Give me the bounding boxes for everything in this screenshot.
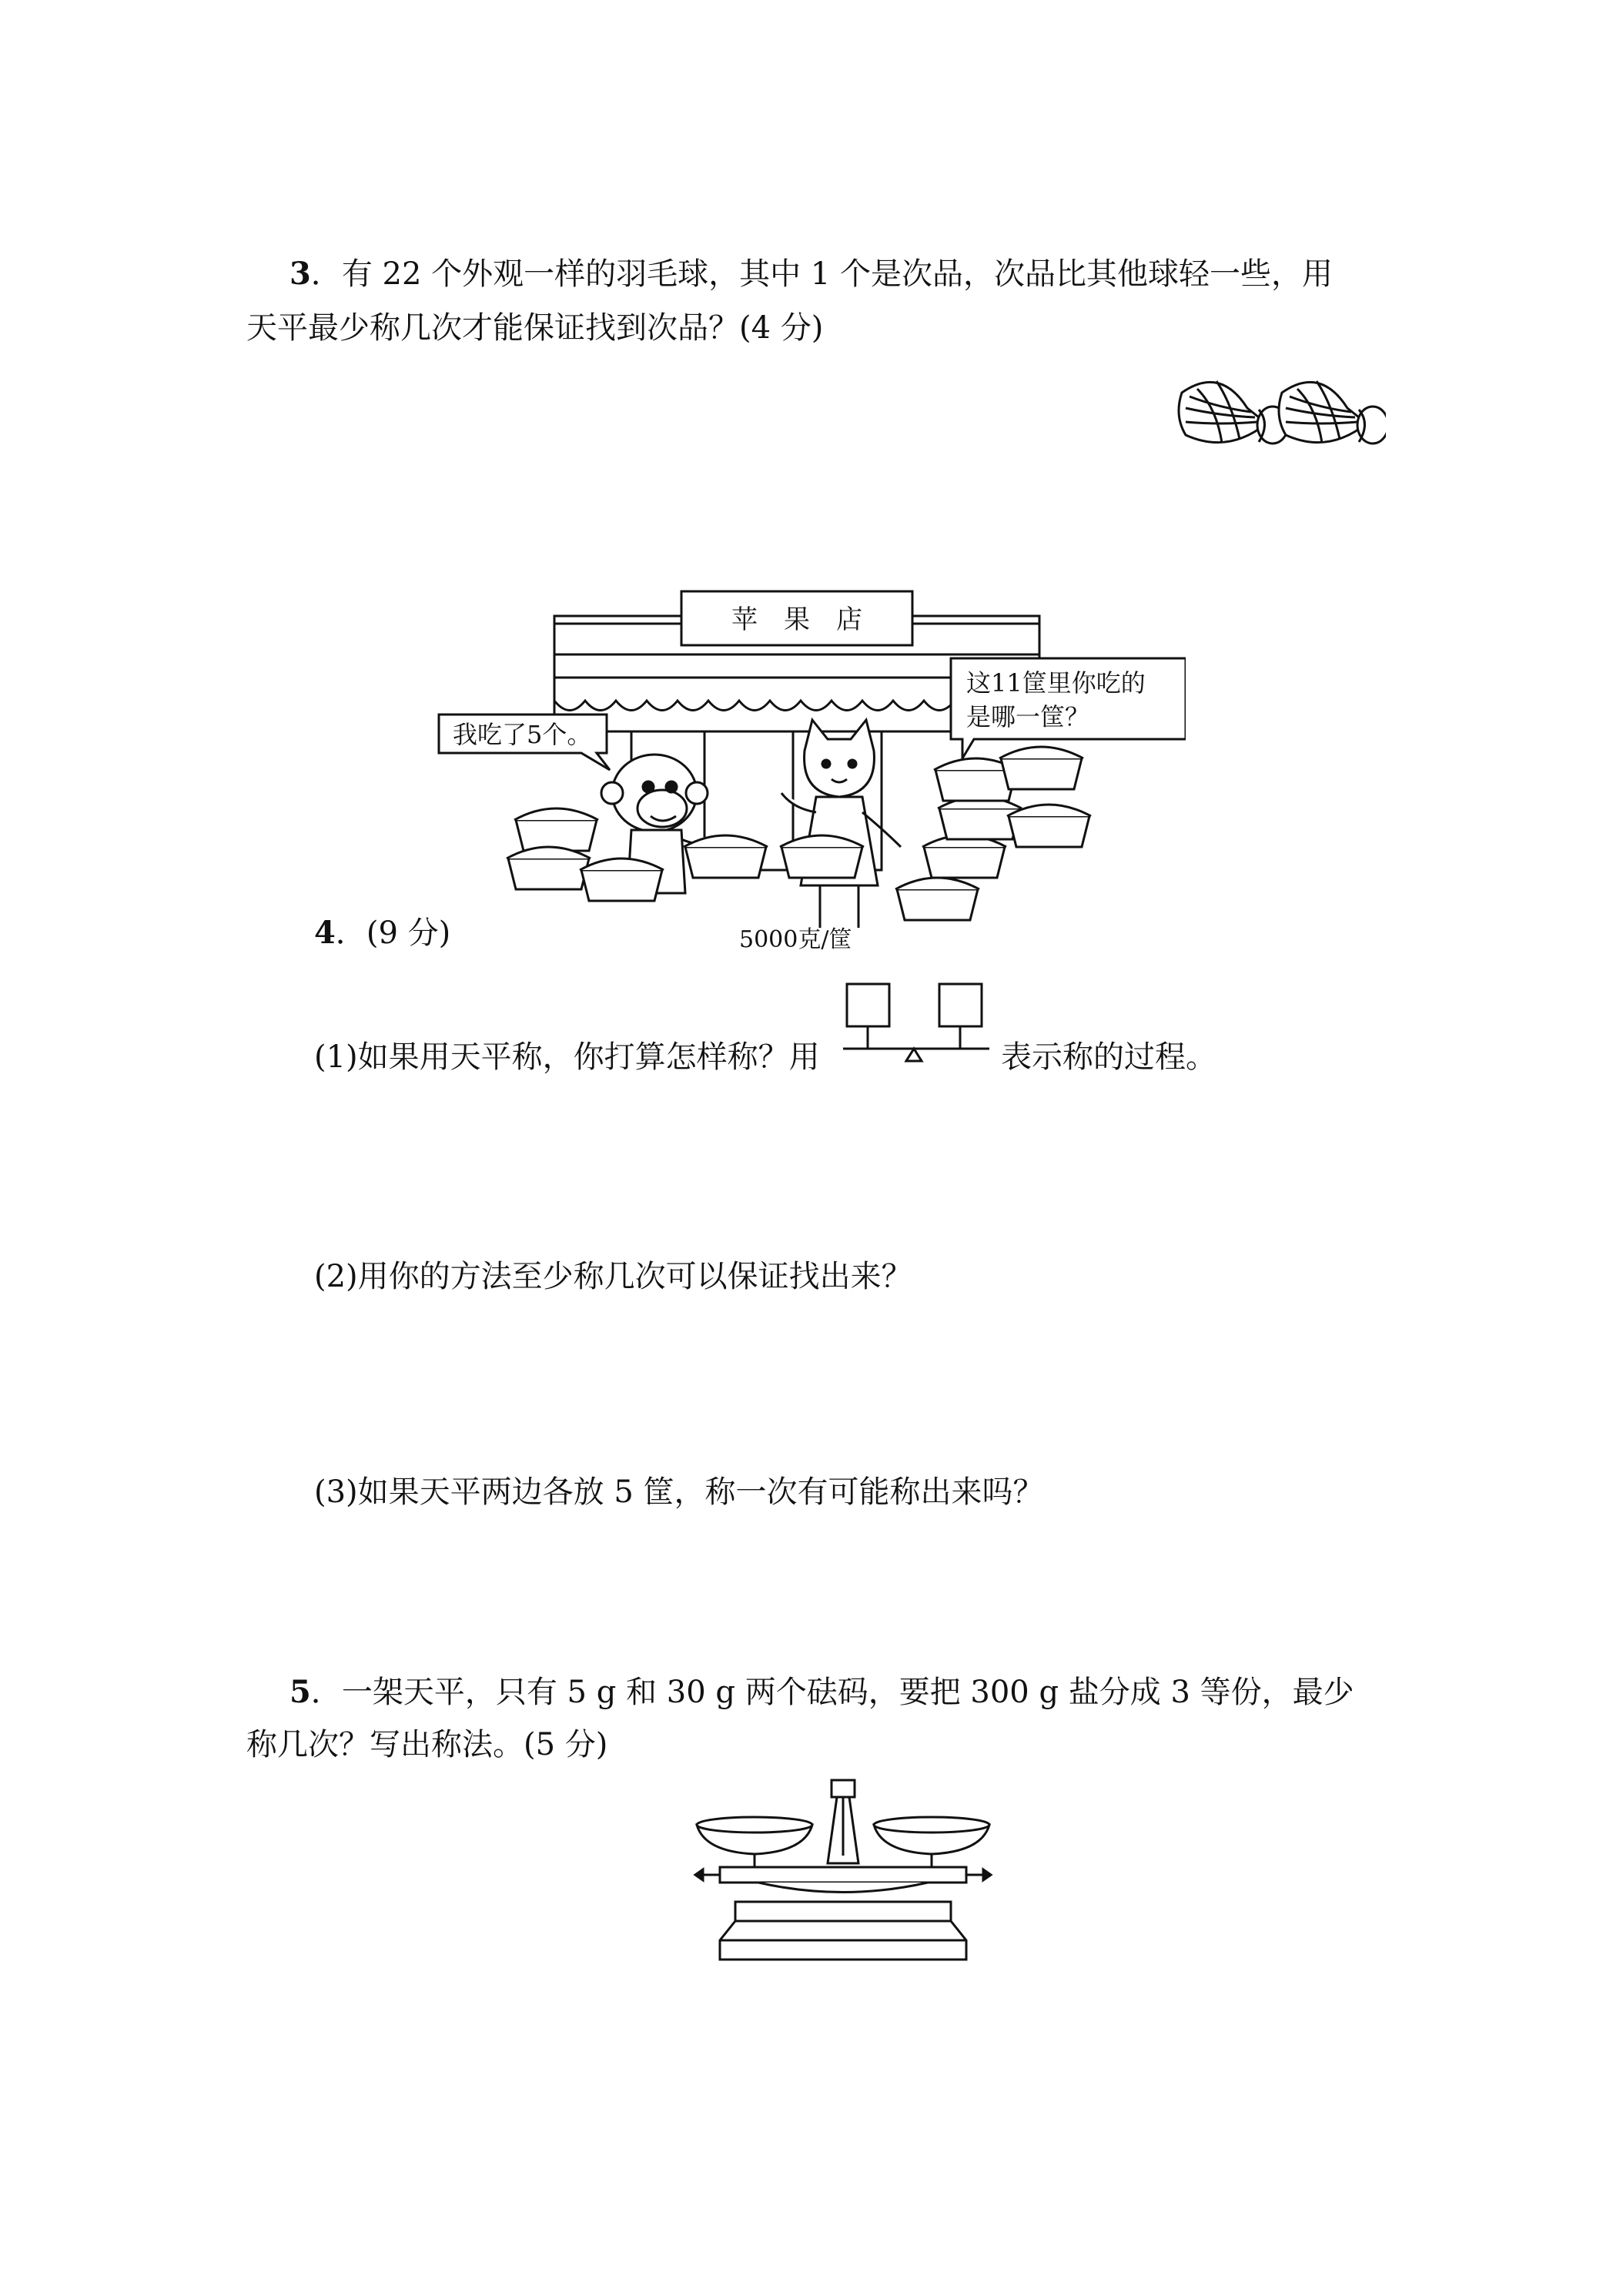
q4-sub1-before: (1)如果用天平称，你打算怎样称？用 — [314, 1039, 820, 1075]
balance-scale-symbol — [839, 978, 993, 1070]
q4-sub1-line — [314, 1036, 820, 1079]
shop-sign-text: 苹 果 店 — [731, 604, 862, 635]
balance-illustration — [689, 1771, 997, 1971]
q3-line-2 — [246, 306, 823, 350]
q5-text-1: ．一架天平，只有 5 g 和 30 g 两个砝码，要把 300 g 盐分成 3 等份，最少 — [310, 1675, 1354, 1710]
q5-number: 5 — [289, 1674, 311, 1710]
basket — [684, 835, 768, 878]
q3-text-2: 天平最少称几次才能保证找到次品？(4 分) — [246, 310, 824, 346]
monkey-speech-bubble — [439, 715, 610, 770]
shuttlecock-left — [1179, 381, 1288, 443]
basket — [780, 835, 864, 878]
q3-number: 3 — [289, 256, 311, 292]
basket — [580, 858, 664, 901]
q4-sub2-text: (2)用你的方法至少称几次可以保证找出来？ — [314, 1259, 912, 1294]
shuttlecock-right — [1279, 381, 1386, 443]
q3-text-1: ．有 22 个外观一样的羽毛球，其中 1 个是次品，次品比其他球轻一些，用 — [310, 256, 1334, 292]
q3-line-1 — [289, 253, 1333, 296]
basket — [999, 747, 1083, 789]
q4-sub1-after: 表示称的过程。 — [1001, 1039, 1216, 1075]
q4-number: 4 — [314, 915, 336, 951]
q5-line-1 — [289, 1671, 1354, 1714]
q5-line-2 — [246, 1723, 607, 1766]
monkey-speech-text: 我吃了5个。 — [453, 720, 592, 749]
apple-shop-illustration — [431, 585, 1186, 970]
q4-header — [314, 912, 450, 955]
cat-speech-text-1: 这11筐里你吃的 — [966, 668, 1146, 698]
q4-sub3-line — [314, 1471, 1044, 1514]
q4-sub2-line — [314, 1255, 912, 1298]
basket — [922, 835, 1006, 878]
basket — [1007, 805, 1091, 847]
cat-speech-bubble — [951, 658, 1186, 758]
q4-head-text: ．(9 分) — [335, 915, 451, 951]
q4-sub1-after-line — [1001, 1036, 1216, 1079]
basket — [895, 878, 979, 920]
basket — [514, 808, 598, 851]
basket-weight-label: 5000克/筐 — [739, 926, 852, 953]
basket — [507, 847, 591, 889]
cat-speech-text-2: 是哪一筐？ — [966, 702, 1090, 731]
shuttlecock-illustration — [1174, 362, 1386, 462]
q4-sub3-text: (3)如果天平两边各放 5 筐，称一次有可能称出来吗？ — [314, 1474, 1044, 1510]
q5-text-2: 称几次？写出称法。(5 分) — [246, 1727, 608, 1762]
